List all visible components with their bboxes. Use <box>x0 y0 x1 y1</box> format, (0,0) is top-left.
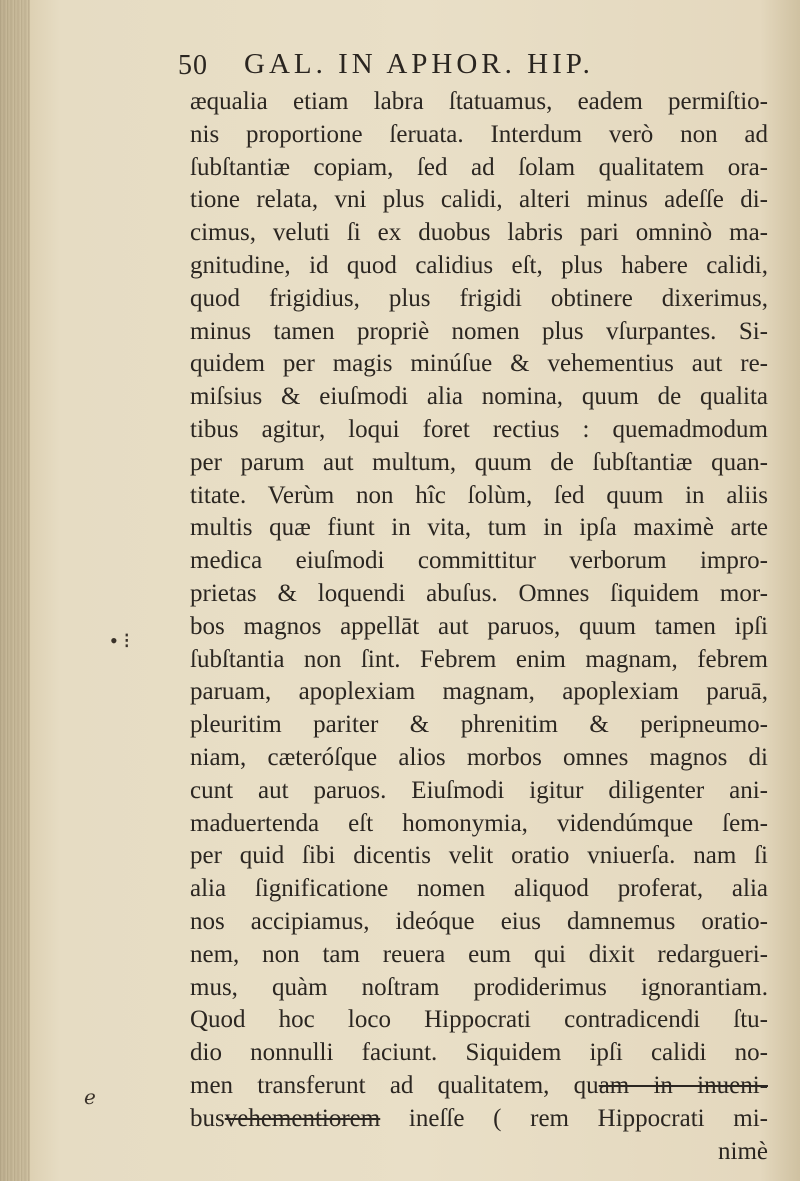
struck-text: am in inueni- <box>598 1071 768 1099</box>
text-line: medica eiuſmodi committitur verborum impro- <box>190 547 768 575</box>
text-line: ſubſtantiæ copiam, ſed ad ſolam qualitatem ora- <box>190 153 768 181</box>
text-line: miſsius & eiuſmodi alia nomina, quum de qualita <box>190 383 768 411</box>
text-line: nem, non tam reuera eum qui dixit redargueri- <box>190 940 768 968</box>
catchword: nimè <box>718 1137 768 1165</box>
text-line: tione relata, vni plus calidi, alteri minus adeſſe di- <box>190 186 768 214</box>
text-line: ſubſtantia non ſint. Febrem enim magnam, febrem <box>190 645 768 673</box>
page-number: 50 <box>178 50 208 81</box>
text-line: paruam, apoplexiam magnam, apoplexiam paruā, <box>190 678 768 706</box>
text-line: cunt aut paruos. Eiuſmodi igitur diligenter ani- <box>190 776 768 804</box>
line-text: men transferunt ad qualitatem, qu <box>190 1071 599 1099</box>
text-line: Quod hoc loco Hippocrati contradicendi ſtu- <box>190 1006 768 1034</box>
text-line: nis proportione ſeruata. Interdum verò non ad <box>190 120 768 148</box>
text-line: maduertenda eſt homonymia, videndúmque ſem- <box>190 809 768 837</box>
page-header <box>178 46 778 86</box>
book-gutter <box>0 0 30 1181</box>
text-line-with-strikethrough <box>190 1070 768 1103</box>
struck-text: vehementiorem <box>224 1104 381 1132</box>
text-line: titate. Verùm non hîc ſolùm, ſed quum in aliis <box>190 481 768 509</box>
text-line: bos magnos appellāt aut paruos, quum tamen ipſi <box>190 612 768 640</box>
text-line: niam, cæteróſque alios morbos omnes magnos di <box>190 743 768 771</box>
line-text: ineſſe ( rem Hippocrati mi- <box>380 1104 768 1132</box>
running-head: GAL. IN APHOR. HIP. <box>244 48 594 80</box>
text-line: tibus agitur, loqui foret rectius : quemadmodum <box>190 415 768 443</box>
text-line: nos accipiamus, ideóque eius damnemus oratio- <box>190 907 768 935</box>
text-line: quod frigidius, plus frigidi obtinere dixerimus, <box>190 284 768 312</box>
margin-mark-lower: ℯ <box>84 1087 96 1109</box>
text-line: dio nonnulli faciunt. Siquidem ipſi calidi no- <box>190 1039 768 1067</box>
line-text: bus <box>190 1104 225 1132</box>
text-line: quidem per magis minúſue & vehementius aut re- <box>190 350 768 378</box>
text-line: æqualia etiam labra ſtatuamus, eadem permiſtio- <box>190 88 768 115</box>
margin-mark: • ⁝ <box>110 628 131 653</box>
text-line: per parum aut multum, quum de ſubſtantiæ quan- <box>190 448 768 476</box>
text-line: per quid ſibi dicentis velit oratio vniuerſa. nam ſi <box>190 842 768 870</box>
text-line: gnitudine, id quod calidius eſt, plus habere calidi, <box>190 251 768 279</box>
text-line: mus, quàm noſtram prodiderimus ignorantiam. <box>190 973 768 1001</box>
text-line: minus tamen propriè nomen plus vſurpantes. Si- <box>190 317 768 345</box>
text-line: multis quæ fiunt in vita, tum in ipſa maximè arte <box>190 514 768 542</box>
body-text <box>190 86 768 1168</box>
text-line: pleuritim pariter & phrenitim & peripneumo- <box>190 711 768 739</box>
text-line: cimus, veluti ſi ex duobus labris pari omninò ma- <box>190 219 768 247</box>
text-line: prietas & loquendi abuſus. Omnes ſiquidem mor- <box>190 579 768 607</box>
text-line-with-strikethrough <box>190 1103 768 1136</box>
text-line: alia ſignificatione nomen aliquod proferat, alia <box>190 875 768 903</box>
